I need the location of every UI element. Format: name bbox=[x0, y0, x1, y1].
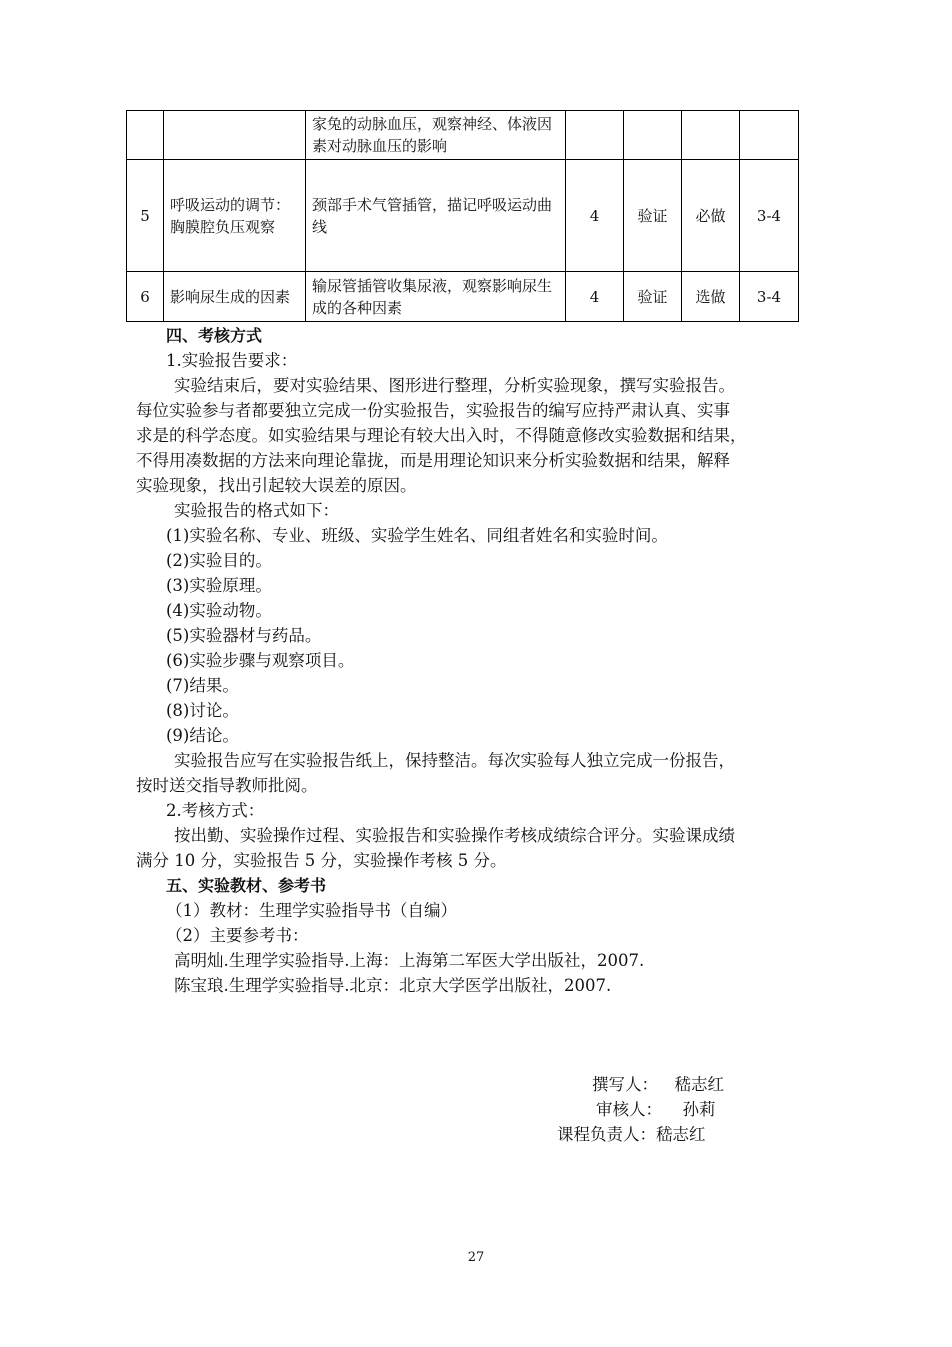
cell-content: 家兔的动脉血压，观察神经、体液因素对动脉血压的影响 bbox=[306, 111, 566, 160]
table-row bbox=[127, 272, 799, 322]
cell-hours: 4 bbox=[566, 160, 624, 272]
cell-type bbox=[624, 111, 682, 160]
cell-group: 3-4 bbox=[740, 272, 799, 322]
list-item: （1）教材：生理学实验指导书（自编） bbox=[166, 901, 457, 920]
cell-group bbox=[740, 111, 799, 160]
cell-name bbox=[164, 111, 306, 160]
subheading-assessment-method: 2.考核方式： bbox=[166, 801, 265, 820]
experiment-table bbox=[126, 110, 799, 322]
cell-name: 影响尿生成的因素 bbox=[164, 272, 306, 322]
cell-hours: 4 bbox=[566, 272, 624, 322]
list-item: (5)实验器材与药品。 bbox=[166, 626, 322, 645]
page-number: 27 bbox=[467, 1250, 485, 1265]
format-intro: 实验报告的格式如下： bbox=[174, 501, 339, 520]
paragraph-line: 实验现象，找出引起较大误差的原因。 bbox=[136, 476, 417, 495]
section-heading: 五、实验教材、参考书 bbox=[166, 876, 327, 895]
paragraph-line: 按出勤、实验操作过程、实验报告和实验操作考核成绩综合评分。实验课成绩 bbox=[174, 826, 735, 845]
list-item: (2)实验目的。 bbox=[166, 551, 272, 570]
reviewer-label: 审核人： bbox=[596, 1100, 662, 1119]
cell-hours bbox=[566, 111, 624, 160]
cell-type: 验证 bbox=[624, 272, 682, 322]
owner-name: 嵇志红 bbox=[656, 1125, 706, 1144]
list-item: (6)实验步骤与观察项目。 bbox=[166, 651, 355, 670]
section-heading: 四、考核方式 bbox=[166, 326, 263, 345]
cell-req: 必做 bbox=[682, 160, 740, 272]
paragraph-line: 求是的科学态度。如实验结果与理论有较大出入时，不得随意修改实验数据和结果， bbox=[136, 426, 747, 445]
section-assessment bbox=[136, 323, 828, 998]
cell-no bbox=[127, 111, 164, 160]
paragraph-line: 满分 10 分，实验报告 5 分，实验操作考核 5 分。 bbox=[136, 851, 507, 870]
table-row bbox=[127, 160, 799, 272]
cell-content: 输尿管插管收集尿液，观察影响尿生成的各种因素 bbox=[306, 272, 566, 322]
cell-no: 6 bbox=[127, 272, 164, 322]
writer-label: 撰写人： bbox=[592, 1075, 658, 1094]
paragraph-line: 实验报告应写在实验报告纸上，保持整洁。每次实验每人独立完成一份报告， bbox=[174, 751, 735, 770]
signature-owner bbox=[557, 1122, 706, 1147]
owner-label: 课程负责人： bbox=[557, 1125, 656, 1144]
cell-req bbox=[682, 111, 740, 160]
list-item: (8)讨论。 bbox=[166, 701, 239, 720]
paragraph-line: 不得用凑数据的方法来向理论靠拢，而是用理论知识来分析实验数据和结果，解释 bbox=[136, 451, 730, 470]
list-item: (9)结论。 bbox=[166, 726, 239, 745]
cell-no: 5 bbox=[127, 160, 164, 272]
writer-name: 嵇志红 bbox=[674, 1075, 724, 1094]
cell-name: 呼吸运动的调节：胸膜腔负压观察 bbox=[164, 160, 306, 272]
list-item: (4)实验动物。 bbox=[166, 601, 272, 620]
paragraph-line: 每位实验参与者都要独立完成一份实验报告，实验报告的编写应持严肃认真、实事 bbox=[136, 401, 730, 420]
cell-content: 颈部手术气管插管，描记呼吸运动曲线 bbox=[306, 160, 566, 272]
subheading-report-requirements: 1.实验报告要求： bbox=[166, 351, 298, 370]
reviewer-name: 孙莉 bbox=[682, 1100, 716, 1119]
list-item: (1)实验名称、专业、班级、实验学生姓名、同组者姓名和实验时间。 bbox=[166, 526, 668, 545]
table-row bbox=[127, 111, 799, 160]
reference-item: 高明灿.生理学实验指导.上海：上海第二军医大学出版社，2007. bbox=[174, 951, 645, 970]
signature-writer bbox=[592, 1072, 724, 1097]
cell-group: 3-4 bbox=[740, 160, 799, 272]
cell-req: 选做 bbox=[682, 272, 740, 322]
paragraph-line: 实验结束后，要对实验结果、图形进行整理，分析实验现象，撰写实验报告。 bbox=[174, 376, 735, 395]
list-item: （2）主要参考书： bbox=[166, 926, 309, 945]
reference-item: 陈宝琅.生理学实验指导.北京：北京大学医学出版社，2007. bbox=[174, 976, 612, 995]
cell-type: 验证 bbox=[624, 160, 682, 272]
list-item: (3)实验原理。 bbox=[166, 576, 272, 595]
signature-reviewer bbox=[596, 1097, 716, 1122]
list-item: (7)结果。 bbox=[166, 676, 239, 695]
paragraph-line: 按时送交指导教师批阅。 bbox=[136, 776, 318, 795]
